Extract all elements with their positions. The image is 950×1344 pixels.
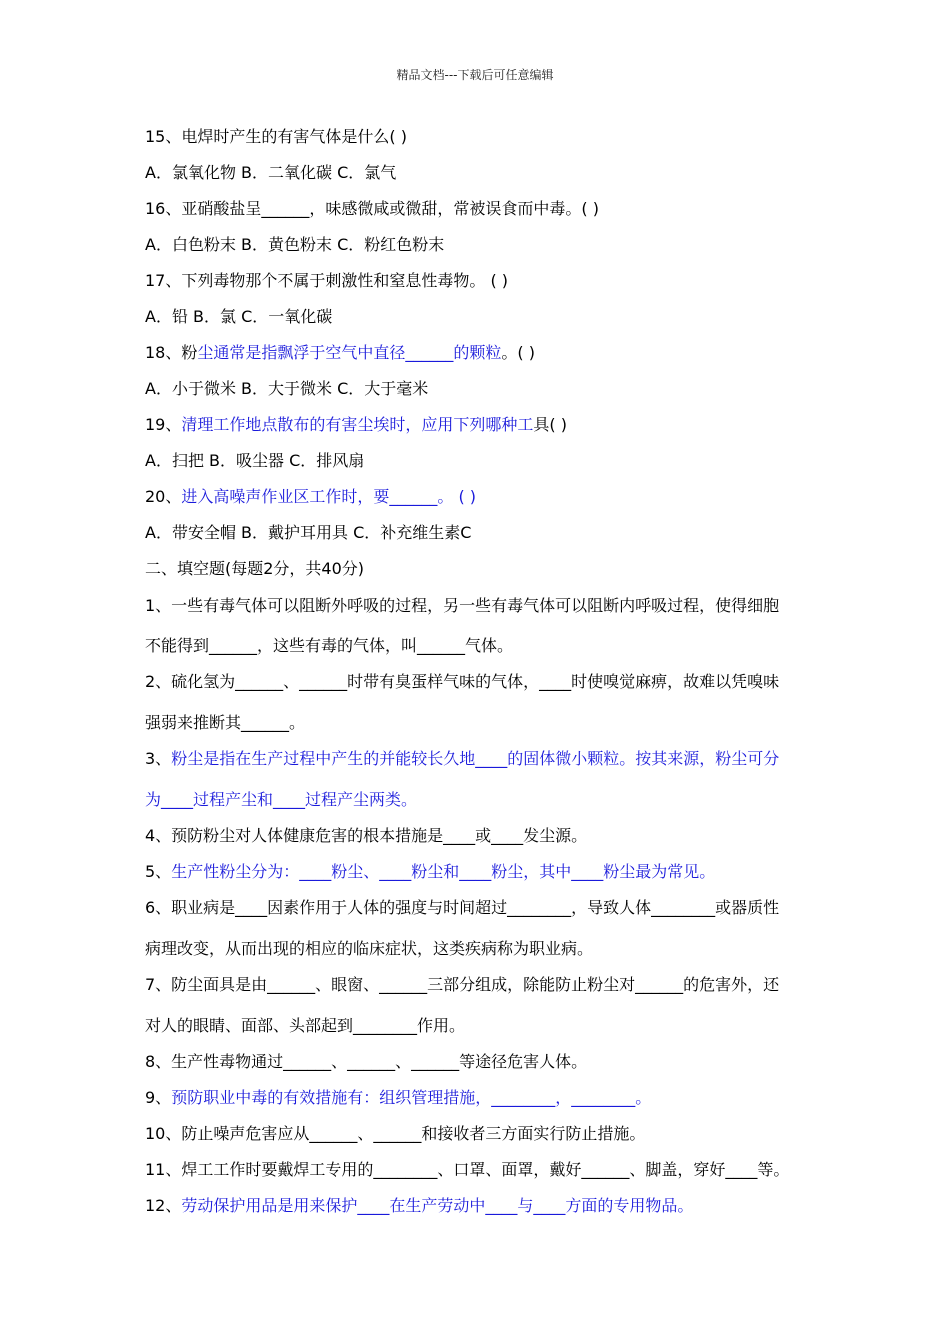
fill-blank-6-line-1: 6、职业病是____因素作用于人体的强度与时间超过________，导致人体________或器质性 bbox=[145, 898, 780, 917]
fill-blank-7-line-1: 7、防尘面具是由______、眼窗、______三部分组成，除能防止粉尘对______的危害外，还 bbox=[145, 975, 780, 994]
question-18-options: A．小于微米 B．大于微米 C．大于毫米 bbox=[145, 379, 429, 398]
page-header: 精品文档---下载后可任意编辑 bbox=[396, 68, 554, 82]
fill-blank-11: 11、焊工工作时要戴焊工专用的________、口罩、面罩，戴好______、脚盖，穿好____等。 bbox=[145, 1160, 790, 1179]
question-18 bbox=[145, 343, 535, 363]
fill-blank-2-line-1: 2、硫化氢为______、______时带有臭蛋样气味的气体，____时使嗅觉麻痹，故难以凭嗅味 bbox=[145, 672, 780, 691]
fill-blank-6-line-2: 病理改变，从而出现的相应的临床症状，这类疾病称为职业病。 bbox=[145, 939, 594, 958]
question-17-options: A．铅 B．氯 C．一氧化碳 bbox=[145, 307, 333, 326]
fill-blank-2-line-2: 强弱来推断其______。 bbox=[145, 713, 306, 732]
fill-blank-5 bbox=[145, 862, 715, 882]
fill-blank-3-continuation: 为____过程产尘和____过程产尘两类。 bbox=[145, 790, 418, 809]
fill-blank-1-line-1: 1、一些有毒气体可以阻断外呼吸的过程，另一些有毒气体可以阻断内呼吸过程，使得细胞 bbox=[145, 596, 780, 615]
question-20 bbox=[145, 487, 476, 507]
fill-blank-9-prefix: 9、 bbox=[145, 1088, 172, 1107]
fill-blank-5-highlight: 生产性粉尘分为：____粉尘、____粉尘和____粉尘，其中____粉尘最为常见。 bbox=[171, 862, 716, 881]
question-18-prefix: 18、粉 bbox=[145, 343, 198, 362]
question-20-prefix: 20、 bbox=[145, 487, 182, 506]
question-19-options: A．扫把 B．吸尘器 C．排风扇 bbox=[145, 451, 365, 470]
question-18-highlight: 尘通常是指飘浮于空气中直径______的颗粒 bbox=[197, 343, 502, 362]
fill-blank-1-line-2: 不能得到______，这些有毒的气体，叫______气体。 bbox=[145, 636, 514, 655]
question-15: 15、电焊时产生的有害气体是什么( ) bbox=[145, 127, 407, 146]
fill-blank-3-line-2 bbox=[145, 790, 417, 810]
question-20-options: A．带安全帽 B．戴护耳用具 C．补充维生素C bbox=[145, 523, 472, 542]
question-19-suffix: 具( ) bbox=[533, 415, 567, 434]
question-19 bbox=[145, 415, 567, 435]
fill-blank-8: 8、生产性毒物通过______、______、______等途径危害人体。 bbox=[145, 1052, 588, 1071]
question-19-highlight: 清理工作地点散布的有害尘埃时，应用下列哪种工 bbox=[181, 415, 534, 434]
question-16-options: A．白色粉末 B．黄色粉末 C．粉红色粉末 bbox=[145, 235, 445, 254]
fill-blank-4: 4、预防粉尘对人体健康危害的根本措施是____或____发尘源。 bbox=[145, 826, 588, 845]
question-15-options: A．氯氧化物 B．二氧化碳 C．氯气 bbox=[145, 163, 397, 182]
fill-blank-3-line-1 bbox=[145, 749, 779, 769]
fill-blank-3-highlight: 粉尘是指在生产过程中产生的并能较长久地____的固体微小颗粒。按其来源，粉尘可分 bbox=[171, 749, 780, 768]
fill-blank-9-highlight: 预防职业中毒的有效措施有：组织管理措施，________，________。 bbox=[171, 1088, 652, 1107]
fill-blank-12 bbox=[145, 1196, 693, 1216]
fill-blank-10: 10、防止噪声危害应从______、______和接收者三方面实行防止措施。 bbox=[145, 1124, 646, 1143]
question-17: 17、下列毒物那个不属于刺激性和窒息性毒物。 ( ) bbox=[145, 271, 509, 290]
fill-blank-3-prefix: 3、 bbox=[145, 749, 172, 768]
fill-blank-12-prefix: 12、 bbox=[145, 1196, 182, 1215]
fill-blank-5-prefix: 5、 bbox=[145, 862, 172, 881]
question-18-suffix: 。( ) bbox=[501, 343, 535, 362]
fill-blank-7-line-2: 对人的眼睛、面部、头部起到________作用。 bbox=[145, 1016, 466, 1035]
fill-blank-9 bbox=[145, 1088, 651, 1108]
section-heading-fill-blank: 二、填空题(每题2分，共40分) bbox=[145, 559, 365, 578]
question-20-highlight: 进入高噪声作业区工作时，要______。 ( ) bbox=[181, 487, 477, 506]
fill-blank-12-highlight: 劳动保护用品是用来保护____在生产劳动中____与____方面的专用物品。 bbox=[181, 1196, 694, 1215]
question-16: 16、亚硝酸盐呈______，味感微咸或微甜，常被误食而中毒。( ) bbox=[145, 199, 599, 218]
question-19-prefix: 19、 bbox=[145, 415, 182, 434]
